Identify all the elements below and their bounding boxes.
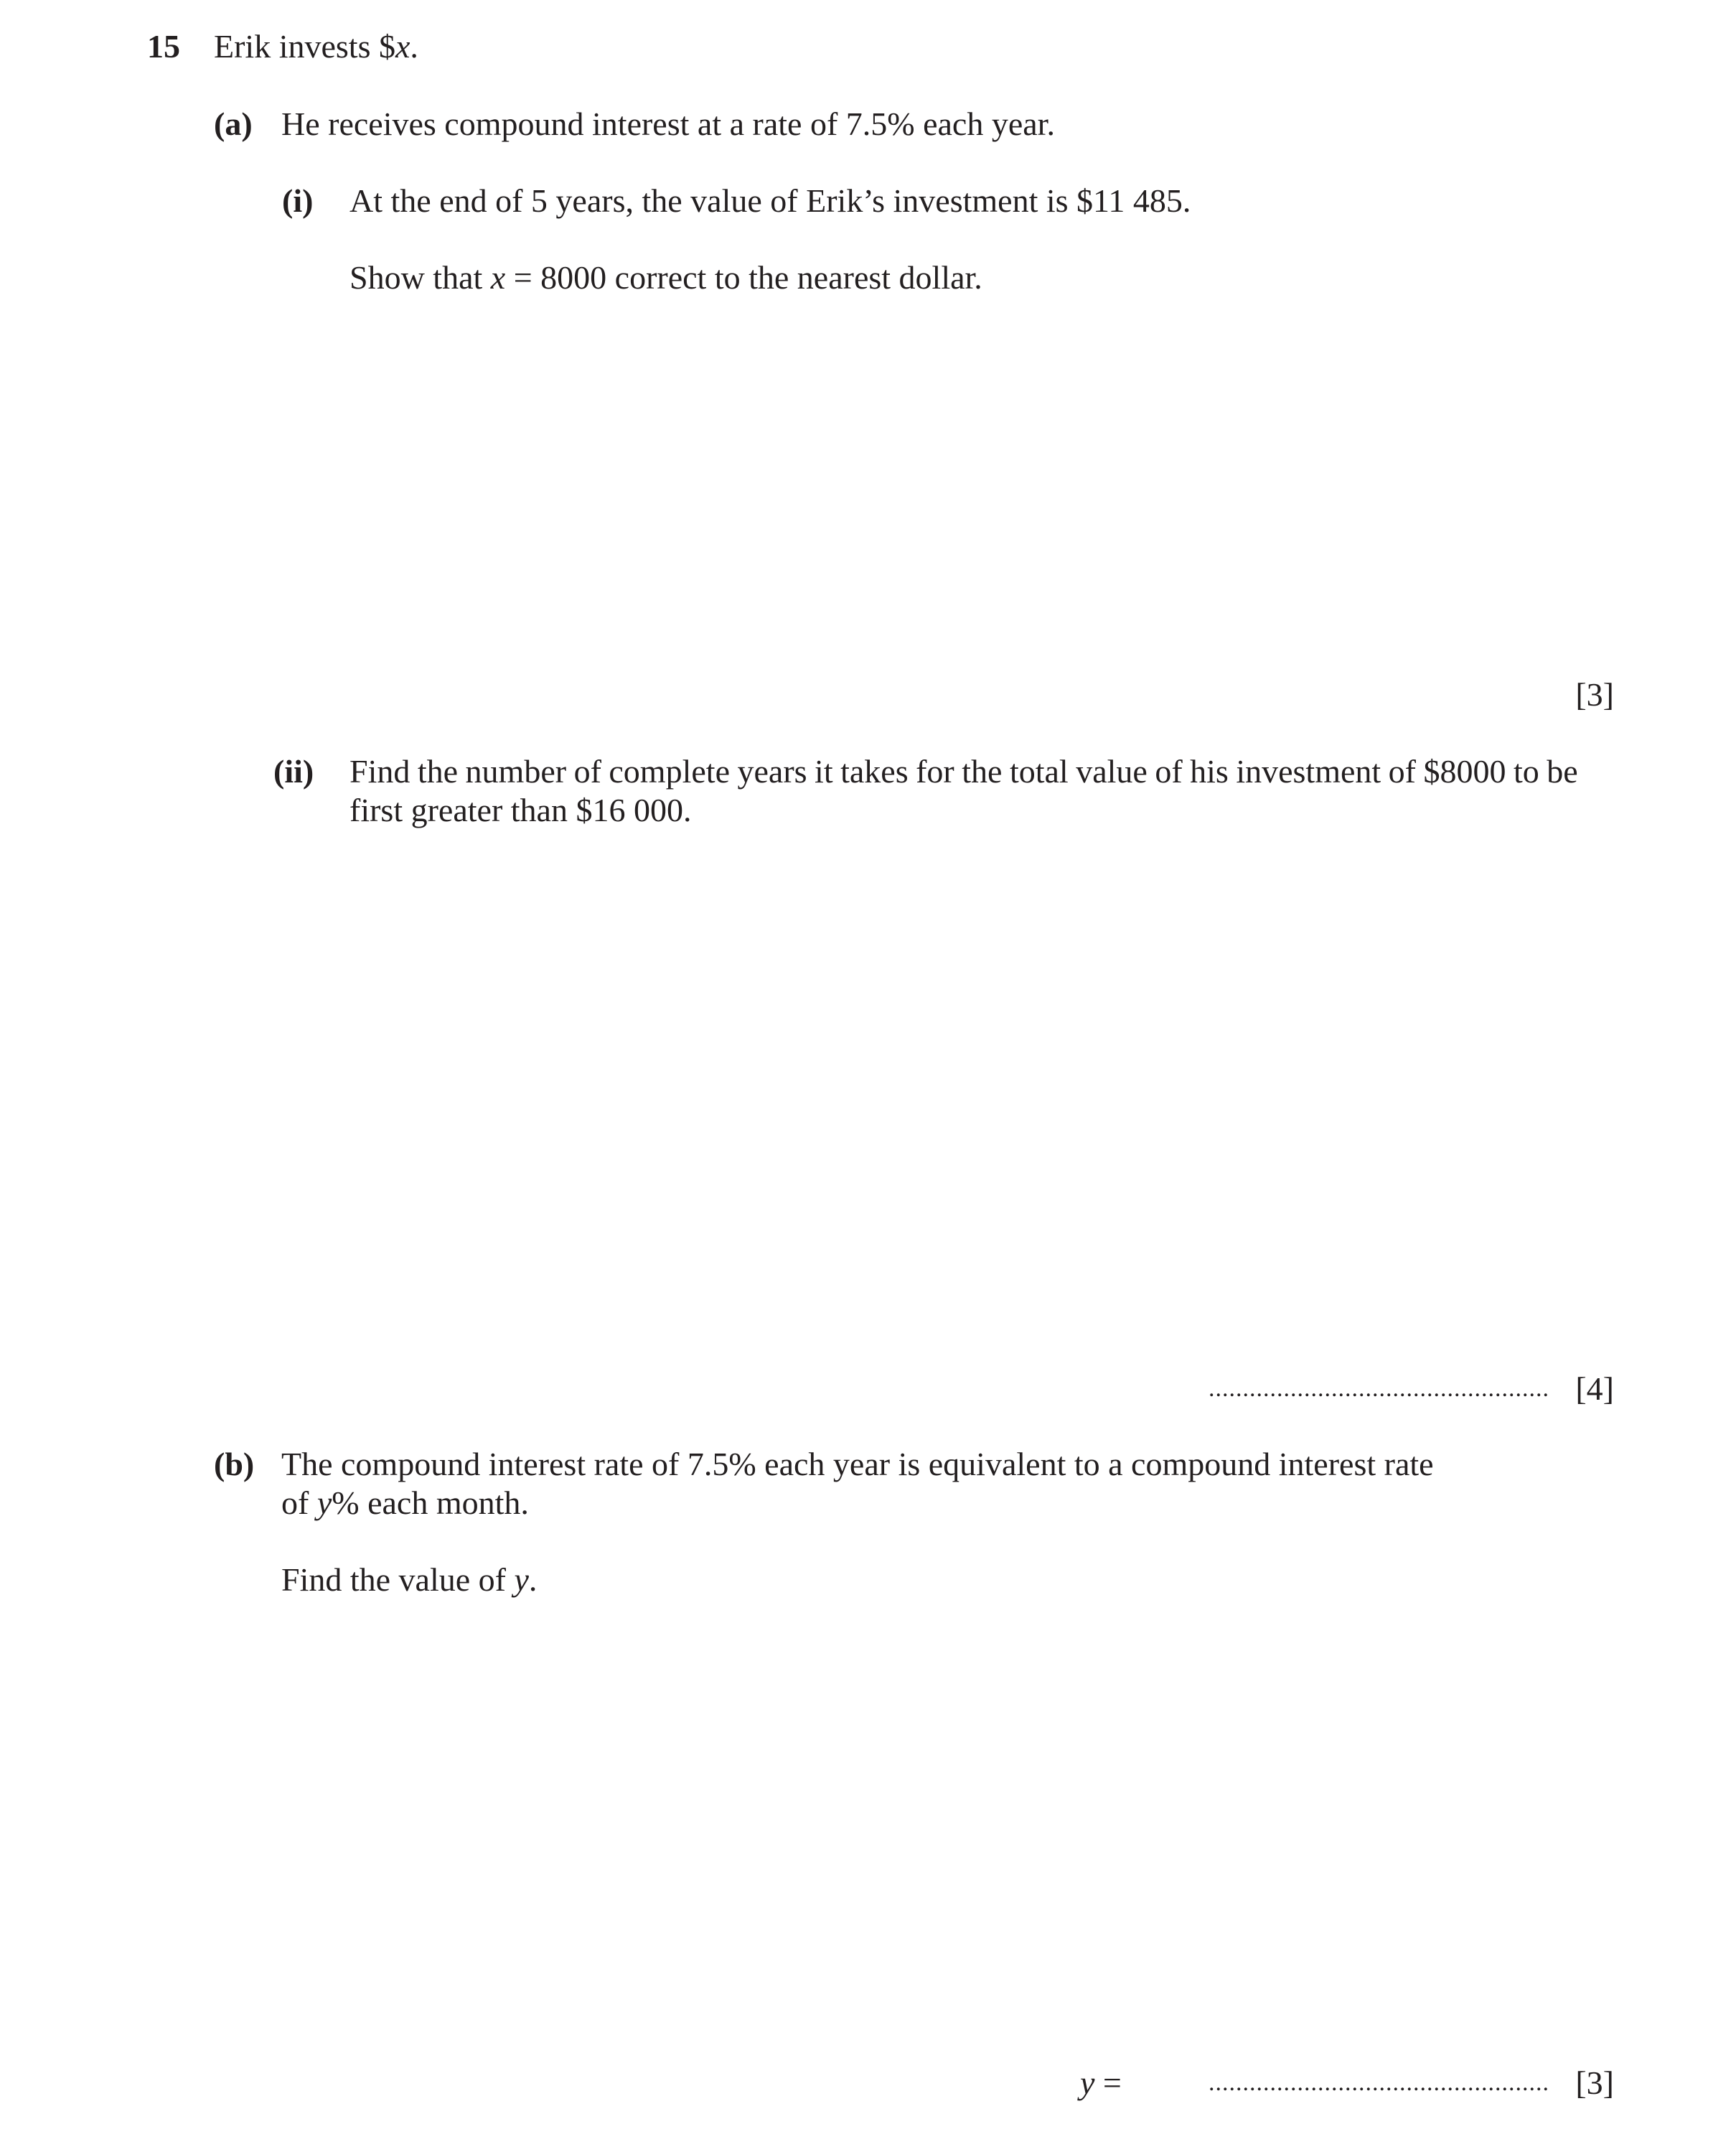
question-number: 15 [147,28,180,65]
part-a-i-marks: [3] [1575,676,1614,713]
variable-x: x [490,259,506,296]
variable-y: y [316,1484,332,1521]
part-b-line1: The compound interest rate of 7.5% each year is equivalent to a compound interest rate [281,1446,1434,1482]
part-a-ii-marks: [4] [1575,1370,1614,1407]
answer-equals: = [1094,2064,1122,2101]
stem-pre: Erik invests $ [214,28,395,65]
variable-y: y [514,1561,529,1598]
part-a-label: (a) [214,106,253,142]
line2-post: = 8000 correct to the nearest dollar. [505,259,982,296]
line2-post: % each month. [332,1484,529,1521]
line3-pre: Find the value of [281,1561,515,1598]
line3-post: . [528,1561,538,1598]
part-b-line3 [281,1561,537,1599]
part-a-ii-answer-line[interactable]: .................................................. [1209,1375,1549,1402]
part-a-ii-label: (ii) [273,753,314,790]
line2-pre: Show that [349,259,491,296]
part-b-label: (b) [214,1446,255,1482]
part-a-ii-line2: first greater than $16 000. [349,792,692,828]
part-a-i-line2 [349,258,982,297]
part-a-i-line1: At the end of 5 years, the value of Erik’s investment is $11 485. [349,182,1191,219]
part-a-ii-line1: Find the number of complete years it takes for the total value of his investment of $8000 to be [349,753,1578,790]
stem-variable: x [395,28,410,65]
part-b-marks: [3] [1575,2064,1614,2101]
question-stem [214,27,418,66]
part-a-i-label: (i) [282,182,314,219]
part-b-answer-line[interactable]: .................................................. [1209,2069,1549,2096]
part-a-text: He receives compound interest at a rate of 7.5% each year. [281,106,1055,142]
stem-post: . [410,28,418,65]
part-b-answer-label [1080,2064,1122,2102]
part-b-line2 [281,1484,529,1522]
answer-variable-y: y [1080,2064,1095,2101]
line2-pre: of [281,1484,317,1521]
